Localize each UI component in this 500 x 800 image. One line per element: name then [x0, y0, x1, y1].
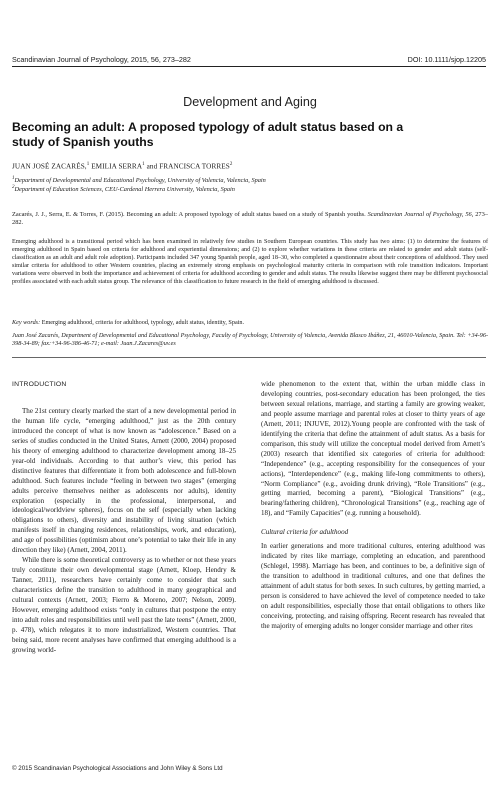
correspondence: Juan José Zacarés, Department of Developmental and Educational Psychology, Faculty of Psychology, University of Valencia, Avenida Blasco Ibáñez, 21, 46010-Valencia, Spain. Tel: +34-96-398-34-89; fax:+34-96-386-46-71; e-mail: Juan.J.Zacares@uv.es — [12, 332, 488, 348]
introduction-heading: INTRODUCTION — [12, 381, 67, 388]
paragraph: While there is some theoretical controversy as to whether or not these years truly constitute their own developmental stage (Arnett, Kloep, Hendry & Tanner, 2011), researchers have certainly come to consider that such characteristics define the transition to adulthood in many geographical and cultural contexts (Arnett, 2003; Fierro & Moreno, 2007; Nelson, 2009). However, emerging adulthood exists “only in cultures that postpone the entry into adult roles and responsibilities until well past the late teens” (Arnett, 2000, p. 478), which relegates it to more industrialized, Western countries. That being said, more recent analyses have confirmed that emerging adulthood is a growing world- — [12, 556, 236, 654]
journal-reference: Scandinavian Journal of Psychology, 2015, 56, 273–282 — [12, 55, 191, 64]
abstract-bottom-rule — [12, 357, 486, 358]
abstract: Emerging adulthood is a transitional period which has been examined in relatively few studies in Southern European countries. This study has two aims: (1) to determine the features of emerging adulthood in Spain based on criteria for adulthood and experiential dimensions; and (2) to explore whether variations in these criteria are related to gender and adult status (self-classification as an adult and adult role adoption). Participants included 347 young Spanish people, aged 18–30, who completed a questionnaire about their conceptions of adulthood. They used similar criteria for adulthood to other Western countries, placing an extremely strong emphasis on psychological maturity criteria in comparison with role transition indicators. Important variations were observed in both the importance and achievement of criteria for adulthood according to gender and adult status. The results likewise suggest there may be different psychosocial profiles associated with each adult status group. The relevance of this classification to future research in the field of emerging adulthood is discussed. — [12, 239, 488, 286]
copyright-footer: © 2015 Scandinavian Psychological Associations and John Wiley & Sons Ltd — [12, 765, 223, 772]
citation-journal: Scandinavian Journal of Psychology, 56, — [367, 211, 474, 218]
affiliation-text: Department of Developmental and Educational Psychology, University of Valencia, Valencia, Spain — [14, 177, 266, 185]
citation — [12, 211, 488, 227]
author-affiliation-mark: 2 — [229, 162, 233, 167]
paragraph: In earlier generations and more traditional cultures, entering adulthood was indicated by rites like marriage, completing an education, and parenthood (Schlegel, 1998). Marriage has been, and continues to be, a definitive sign of the transition to adulthood in traditional cultures, and one that defines the attainment of adult status for both sexes. In such cultures, by getting married, a person is considered to have achieved the level of competence needed to take on adult responsibilities, especially those that entail obligations to others like conceiving, protecting, and raising offspring. Recent research has revealed that the majority of emerging adults no longer consider marriage and other rites — [261, 542, 485, 630]
author-affiliation-mark: 1 — [142, 162, 145, 167]
right-column — [261, 380, 485, 632]
citation-pages: 273–282. — [12, 211, 488, 227]
keywords — [12, 319, 488, 327]
author-name: JUAN JOSÉ ZACARÉS, — [12, 162, 87, 171]
affiliation — [12, 185, 235, 193]
paragraph: The 21st century clearly marked the start of a new developmental period in the human life cycle, “emerging adulthood,” just as the 20th century introduced the concept of what is now known as “adolescence.” Based on a series of studies conducted in the United States, Arnett (2000, 2004) proposed his theory of emerging adulthood to characterize development among 18–25 year-old individuals. According to that author’s view, this period has distinctive features that differentiate it from both adolescence and full-blown adulthood. Such features include “feeling in between two stages” (emerging adults perceive themselves neither as adolescents nor adults), identity exploration (especially in the professional, interpersonal, and ideological/worldview spheres), focus on the self (especially when lacking obligations to others), diversity and instability of living situation (which manifests itself in changing residences, relationships, work, and education), and age of possibilities (optimism about one’s potential to take their life in any direction they like) (Arnett, 2004, 2011). — [12, 406, 236, 555]
subsection-heading: Cultural criteria for adulthood — [261, 528, 349, 537]
affiliation-mark: 2 — [12, 185, 15, 190]
author-affiliation-mark: 1 — [86, 162, 90, 167]
citation-text: Zacarés, J. J., Serra, E. & Torres, F. (2015). Becoming an adult: A proposed typology of adult status based on a study of Spanish youths. — [12, 211, 368, 218]
section-name: Development and Aging — [183, 95, 317, 109]
affiliation-text: Department of Education Sciences, CEU-Cardenal Herrera University, Valencia, Spain — [14, 186, 235, 194]
affiliation-mark: 1 — [12, 176, 15, 181]
affiliation — [12, 176, 266, 184]
header-rule — [12, 66, 486, 67]
running-head — [12, 55, 486, 64]
author-name: EMILIA SERRA — [89, 162, 143, 171]
paragraph: wide phenomenon to the extent that, within the urban middle class in developing countries, post-secondary education has been prolonged, the ties between sexual relations, marriage, and starting a family are growing weaker, and people assume marriage and parental roles at closer to thirty years of age (Arnett, 2011; INJUVE, 2012).Young people are confronted with the task of identifying the criteria that define the attainment of adult status. As a basis for comparison, this study will utilize the conceptual model derived from Arnett’s (2003) research that identified six categories of criteria for adulthood: “Independence” (e.g., accepting responsibility for the consequences of your actions), “Interdependence” (e.g., making life-long commitments to others), “Norm Compliance” (e.g., avoiding drunk driving), “Role Transitions” (e.g., getting married, becoming a parent), “Biological Transitions” (e.g., bearing/fathering children), “Chronological Transitions” (e.g., reaching age of 18), and “Family Capacities” (e.g. running a household). — [261, 380, 485, 518]
author-list — [12, 162, 232, 170]
article-title: Becoming an adult: A proposed typology of adult status based on a study of Spanish youths — [12, 120, 404, 149]
doi-text: DOI: 10.1111/sjop.12205 — [407, 55, 486, 64]
author-name: and FRANCISCA TORRES — [144, 162, 230, 171]
keywords-label: Key words: — [12, 319, 41, 326]
left-column — [12, 380, 236, 656]
keywords-text: Emerging adulthood, criteria for adulthood, typology, adult status, identity, Spain. — [40, 319, 245, 326]
